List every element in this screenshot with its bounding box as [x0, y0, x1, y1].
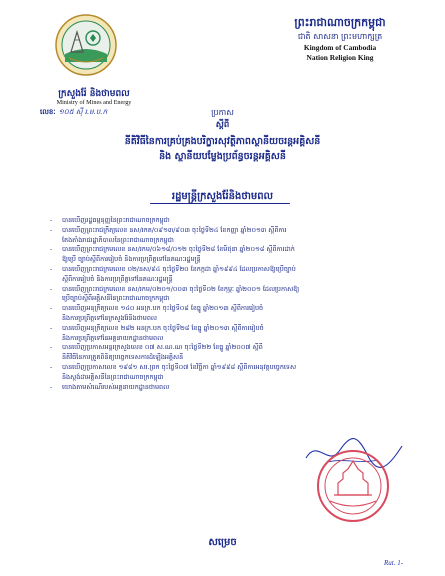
bullet-dash: -: [50, 216, 53, 224]
document-about-label: ស្តីពី: [215, 120, 230, 130]
reference-text-line: បានឃើញប្រកាសលេខ ១៩៨១ សរ.ព្រក ចុះថ្ងៃទី០៧ ខែវិច្ឆិកា ឆ្នាំ១៩៩៨ ស្តីពីការអនុវត្តបច្ចេកទេស: [62, 362, 297, 371]
reference-text-line: បានឃើញអនុក្រឹត្យលេខ ១៤០ អនក្រ.បក ចុះថ្ងៃទី០៨ ខែធ្នូ ឆ្នាំ២០១៣ ស្តីពីការរៀបចំ: [62, 304, 264, 313]
reference-item: [50, 284, 414, 305]
ministry-emblem-logo: [55, 14, 117, 76]
legal-references-list: [50, 216, 414, 392]
bullet-dash: -: [50, 382, 53, 391]
decision-heading: សម្រេច: [208, 537, 237, 548]
reference-text-line: ប្រើច្បាប់ស្តីពីអគ្គិសនីនៃព្រះរាជាណាចក្រកម្ពុជា: [62, 294, 170, 303]
reference-text-line: បានឃើញព្រះរាជក្រមលេខ នស/រកម/០២០១/០០៣ ចុះថ្ងៃទី០២ ខែកុម្ភៈ ឆ្នាំ២០០១ ដែលប្រកាសឱ្យ: [62, 284, 300, 293]
document-title-line-1: នីតិវិធីនៃការគ្រប់គ្រងបរិក្ខារសុវត្ថិភាពស្ថានីយចរន្តអគ្គិសនី: [124, 136, 321, 147]
national-motto-khmer: ជាតិ សាសនា ព្រះមហាក្សត្រ: [297, 32, 383, 41]
bullet-dash: -: [50, 264, 53, 273]
ministry-name-english: Ministry of Mines and Energy: [56, 99, 132, 106]
national-motto-english: Nation Religion King: [306, 53, 374, 62]
reference-text-line: និងការប្រព្រឹត្តទៅនៃក្រសួងរ៉ែនិងថាមពល: [62, 313, 157, 322]
reference-item: [50, 343, 414, 363]
reference-text-line: បានឃើញប្រកាសអន្តរក្រសួងលេខ ០៧ ស.ណ.ណ ចុះថ្ងៃទី២២ ខែធ្នូ ឆ្នាំ២០០៧ ស្តីពី: [62, 343, 263, 352]
reference-text-line: បានឃើញព្រះរាជក្រឹត្យលេខ នស/រកត/០៩១៣/៩០៣ ចុះថ្ងៃទី២៤ ខែកញ្ញា ឆ្នាំ២០១៣ ស្តីពីការ: [62, 225, 287, 234]
reference-item: [50, 362, 414, 383]
document-title-line-2: និង ស្ថានីយបម្លែងប្រព័ន្ធចរន្តអគ្គិសនី: [159, 151, 286, 162]
ministry-name-khmer: ក្រសួងរ៉ែ និងថាមពល: [58, 89, 130, 99]
bullet-dash: -: [50, 323, 53, 332]
reference-item: [50, 216, 414, 226]
bullet-dash: -: [50, 343, 53, 352]
reference-item: [50, 382, 414, 393]
kingdom-name-english: Kingdom of Cambodia: [303, 43, 377, 52]
issuing-authority: រដ្ឋមន្ត្រីក្រសួងរ៉ែនិងថាមពល: [171, 191, 274, 202]
reference-label: លេខៈ: [40, 108, 56, 116]
bullet-dash: -: [50, 245, 53, 254]
reference-item: [50, 323, 414, 344]
bullet-dash: -: [50, 362, 53, 371]
reference-text-line: តែងតាំងរាជរដ្ឋាភិបាលនៃព្រះរាជាណាចក្រកម្ពុជា: [62, 235, 174, 244]
reference-number: ១០៥ ស៊ី រ.ម.ប.ក: [58, 108, 108, 116]
reference-item: [50, 304, 414, 324]
document-type: ប្រកាស: [211, 108, 234, 117]
reference-number-line: [40, 108, 165, 118]
reference-text-line: បានឃើញព្រះរាជក្រមលេខ ០២/នស/៩៤ ចុះថ្ងៃទី២០ ខែកក្កដា ឆ្នាំ១៩៩៤ ដែលប្រកាសឱ្យប្រើច្បាប់: [62, 264, 296, 273]
bullet-dash: -: [50, 304, 53, 313]
reference-text-line: បានឃើញព្រះរាជក្រមលេខ នស/រកម/០៦១៨/០១២ ចុះថ្ងៃទី២៨ ខែមិថុនា ឆ្នាំ២០១៨ ស្តីពីការដាក់: [62, 245, 295, 254]
reference-text-line: ឱ្យប្រើ ច្បាប់ស្តីពីការរៀបចំ និងការប្រព្រឹត្តទៅនៃគណៈរដ្ឋមន្ត្រី: [62, 255, 201, 264]
reference-text-line: យោងតាមសំណើរបស់អគ្គនាយកដ្ឋានថាមពល: [62, 382, 170, 391]
reference-item: [50, 245, 414, 265]
bullet-dash: -: [50, 284, 53, 293]
reference-item: [50, 225, 414, 246]
reference-text-line: បានឃើញអនុក្រឹត្យលេខ ២៨២ អនក្រ.បក ចុះថ្ងៃទី២៨ ខែធ្នូ ឆ្នាំ២០១៣ ស្តីពីការរៀបចំ: [62, 323, 264, 332]
kingdom-name-khmer: ព្រះរាជាណាចក្រកម្ពុជា: [294, 16, 386, 29]
reference-text-line: នីតិវិធីនៃការត្រួតពិនិត្យបច្ចេកទេសការដំឡើងអគ្គិសនី: [62, 353, 184, 362]
ministry-seal-stamp: [316, 449, 390, 523]
reference-text-line: ស្តីពីការរៀបចំ និងការប្រព្រឹត្តទៅនៃគណៈរដ្ឋមន្ត្រី: [62, 274, 173, 283]
reference-text-line: បានឃើញរដ្ឋធម្មនុញ្ញនៃព្រះរាជាណាចក្រកម្ពុជា: [62, 216, 170, 224]
bullet-dash: -: [50, 225, 53, 234]
reference-text-line: និងការប្រព្រឹត្តទៅនៃអគ្គនាយកដ្ឋានថាមពល: [62, 333, 164, 342]
issuer-underline: [150, 203, 290, 204]
page-initials-mark: Rut. 1-: [384, 559, 404, 567]
reference-item: [50, 264, 414, 285]
reference-text-line: និងស្តង់ដាអគ្គិសនីនៃព្រះរាជាណាចក្រកម្ពុជា: [62, 372, 164, 381]
